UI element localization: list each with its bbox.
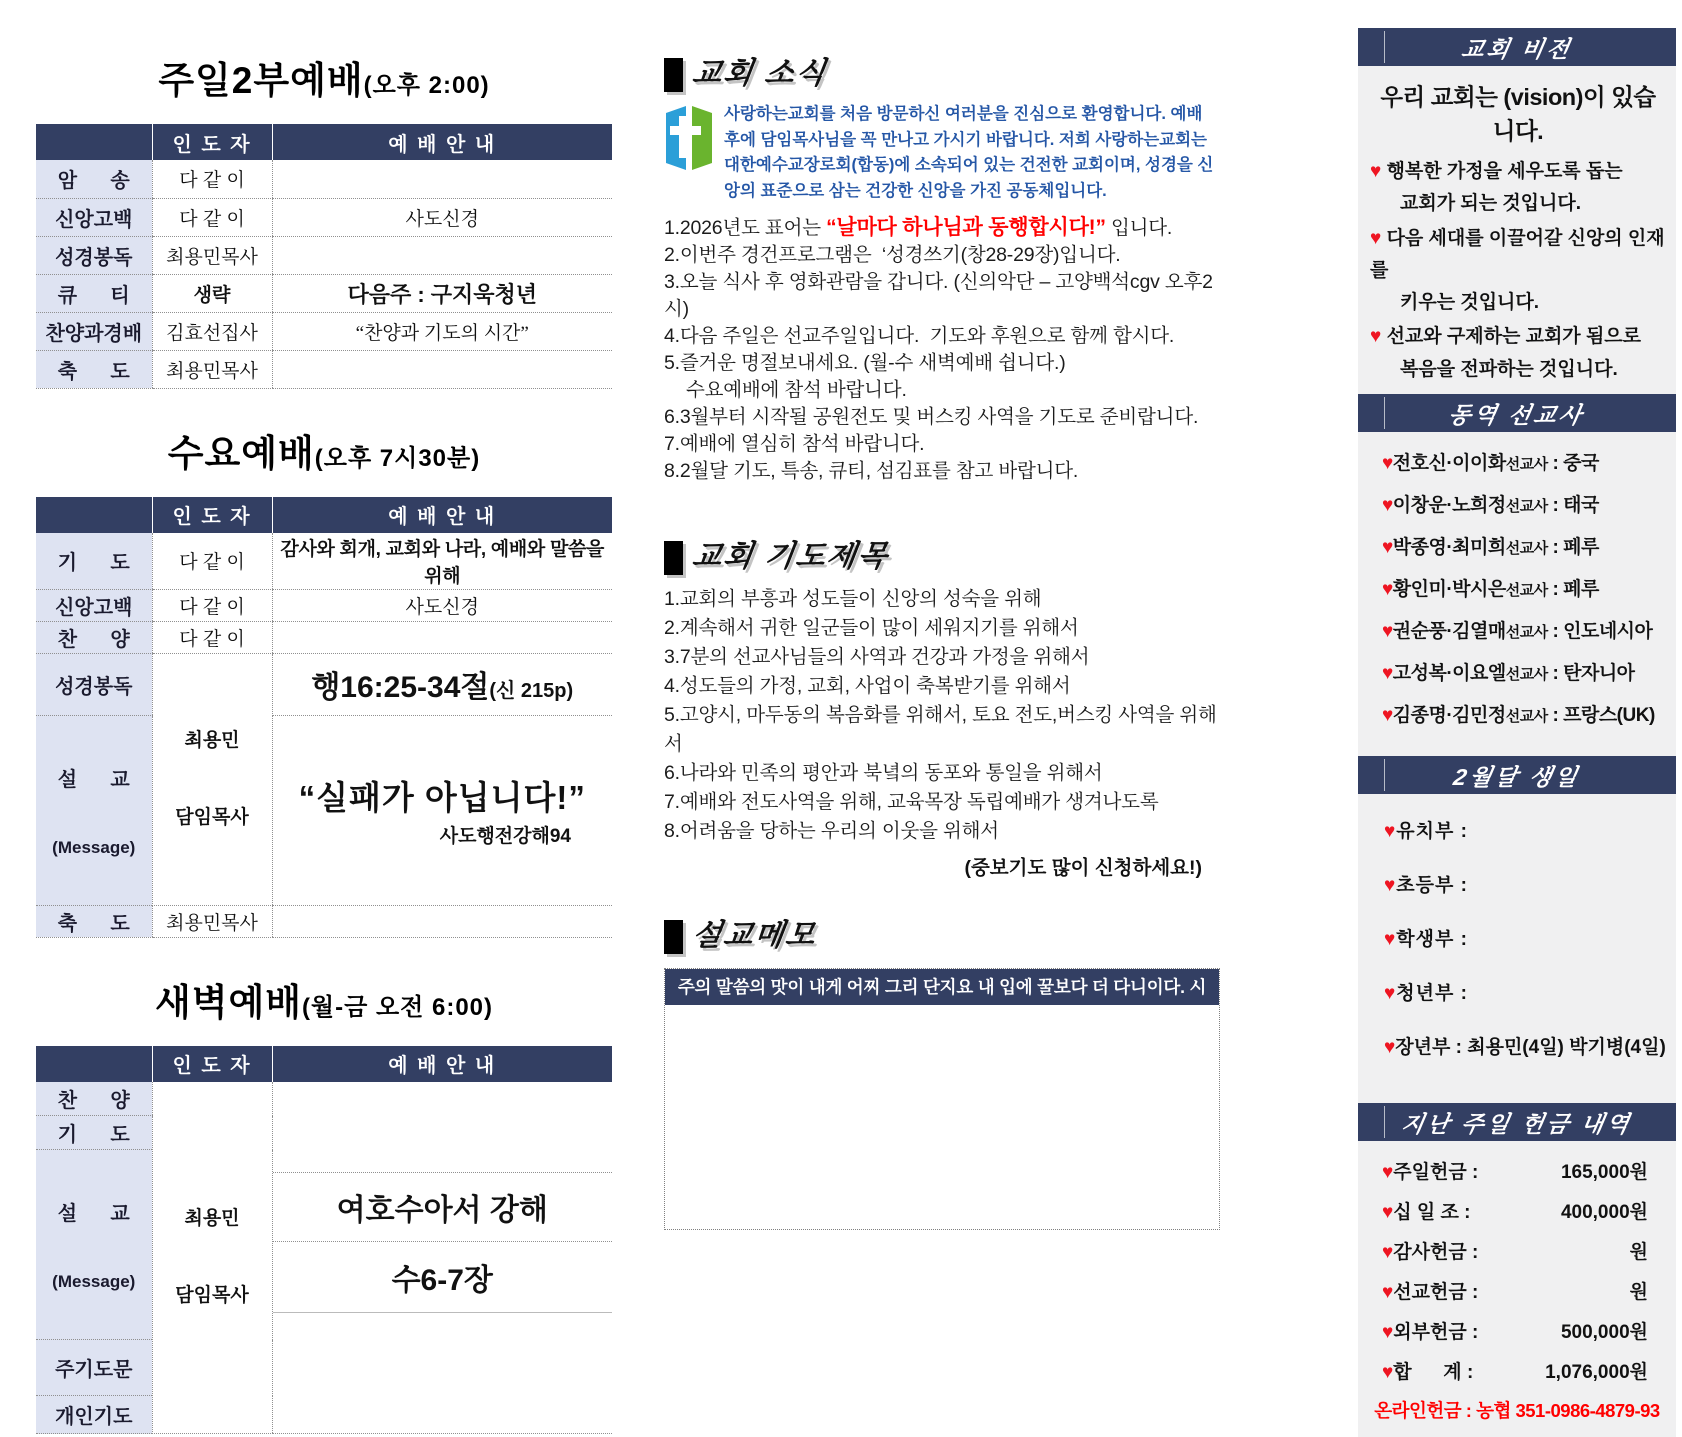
- offering-value: 500,000원: [1560, 1322, 1648, 1344]
- scripture-page: (신 215p): [489, 680, 574, 702]
- missionary-item: [1382, 574, 1670, 601]
- dawn-scripture: 수6-7장: [273, 1242, 613, 1313]
- dawn-sermon-series: 여호수아서 강해: [273, 1173, 613, 1242]
- missionary-suffix: 선교사: [1505, 456, 1548, 474]
- row-guide: 사도신경: [272, 198, 612, 236]
- offering-value: 원: [1629, 1242, 1648, 1264]
- section-block-icon: [664, 58, 683, 92]
- prayer-item: 1.교회의 부흥과 성도들이 신앙의 성숙을 위해: [664, 588, 1042, 611]
- missionary-item: [1382, 490, 1670, 517]
- table-row: [36, 160, 612, 198]
- row-leader: 생략: [152, 274, 272, 312]
- news-item: 8.2월달 기도, 특송, 큐티, 섬김표를 참고 바랍니다.: [664, 460, 1079, 483]
- prayer-note: (중보기도 많이 신청하세요!): [964, 857, 1202, 880]
- sermon-title: “실패가 아닙니다!”: [298, 779, 586, 816]
- table-row: [36, 1082, 612, 1116]
- news-item: 4.다음 주일은 선교주일입니다. 기도와 후원으로 함께 합시다.: [664, 325, 1175, 348]
- table-row: [36, 715, 612, 905]
- row-guide: 감사와 회개, 교회와 나라, 예배와 말씀을 위해: [272, 533, 612, 590]
- online-offering-info: 온라인헌금 : 농협 351-0986-4879-93: [1374, 1400, 1660, 1422]
- heart-icon: ♥: [1382, 1242, 1394, 1264]
- dawn-service-table: [36, 1046, 612, 1435]
- sermon-label-cell: [36, 1150, 152, 1340]
- guide-column-header: 예 배 안 내: [272, 124, 612, 160]
- row-label: 암 송: [36, 160, 152, 198]
- row-guide: [272, 350, 612, 388]
- table-row: [36, 236, 612, 274]
- heart-icon: ♥: [1382, 453, 1393, 475]
- guide-column-header: 예 배 안 내: [272, 1046, 612, 1082]
- row-label: 기 도: [36, 533, 152, 590]
- missionary-suffix: 선교사: [1505, 666, 1548, 684]
- news-item-continuation: 수요예배에 참석 바랍니다.: [686, 379, 907, 402]
- separator: :: [1547, 495, 1564, 517]
- heart-icon: ♥: [1382, 1162, 1394, 1184]
- worship-column: [36, 50, 612, 1434]
- leader-title: 담임목사: [175, 806, 249, 828]
- row-leader: 최용민목사: [152, 905, 272, 937]
- service-title-text: 새벽예배: [154, 981, 302, 1023]
- offering-row: [1382, 1357, 1648, 1384]
- missionary-names: 고성복·이요엘: [1392, 663, 1506, 685]
- prayer-item: 7.예배와 전도사역을 위해, 교육목장 독립예배가 생겨나도록: [664, 791, 1159, 814]
- birthday-label: 유치부 :: [1396, 821, 1468, 843]
- missionary-country: 태국: [1563, 495, 1599, 517]
- vision-item: [1370, 223, 1666, 320]
- prayer-item: 5.고양시, 마두동의 복음화를 위해서, 토요 전도,버스킹 사역을 위해서: [664, 704, 1217, 756]
- missionary-names: 전호신·이이화: [1392, 453, 1506, 475]
- missionary-country: 탄자니아: [1563, 663, 1635, 685]
- offering-value: 1,076,000원: [1545, 1362, 1648, 1384]
- empty-header-cell: [36, 497, 152, 533]
- missionary-suffix: 선교사: [1505, 624, 1548, 642]
- offering-value: 원: [1629, 1282, 1648, 1304]
- missionary-names: 이창운·노희정: [1392, 495, 1506, 517]
- prayer-item: 8.어려움을 당하는 우리의 이웃을 위해서: [664, 820, 999, 843]
- separator: :: [1547, 621, 1564, 643]
- row-label: 주기도문: [36, 1340, 152, 1396]
- news-item: 2.이번주 경건프로그램은 ‘성경쓰기(창28-29장)입니다.: [664, 244, 1121, 267]
- sermon-label-cell: [36, 715, 152, 905]
- offering-label: 감사헌금 :: [1393, 1242, 1479, 1264]
- row-guide: [272, 621, 612, 653]
- heart-icon: ♥: [1370, 161, 1382, 182]
- service-time-text: (오후 7시30분): [314, 444, 481, 472]
- birthday-item: [1384, 816, 1670, 843]
- heart-icon: ♥: [1382, 621, 1393, 643]
- separator: :: [1547, 663, 1564, 685]
- row-label: 축 도: [36, 905, 152, 937]
- missionary-item: [1382, 532, 1670, 559]
- church-door-cross-icon: [664, 106, 714, 177]
- separator: :: [1547, 537, 1564, 559]
- vision-body: [1358, 66, 1676, 394]
- heart-icon: ♥: [1384, 929, 1397, 951]
- missionary-item: [1382, 700, 1670, 727]
- news-item: [664, 214, 1220, 242]
- news-list: [664, 214, 1220, 485]
- row-label: 축 도: [36, 350, 152, 388]
- empty-header-cell: [36, 1046, 152, 1082]
- missionary-country: 페루: [1563, 579, 1599, 601]
- offering-label: 십 일 조 :: [1393, 1202, 1471, 1224]
- row-label: 찬 양: [36, 621, 152, 653]
- row-leader: 다 같 이: [152, 160, 272, 198]
- missionary-names: 황인미·박시은: [1392, 579, 1506, 601]
- row-label: 기 도: [36, 1116, 152, 1150]
- leader-column-header: 인 도 자: [152, 1046, 272, 1082]
- missionary-item: [1382, 658, 1670, 685]
- leader-title: 담임목사: [175, 1284, 249, 1306]
- missionary-names: 박종영·최미희: [1392, 537, 1506, 559]
- sermon-cell: [272, 715, 612, 905]
- offering-value: 165,000원: [1560, 1162, 1648, 1184]
- table-row: [36, 589, 612, 621]
- heart-icon: ♥: [1382, 579, 1393, 601]
- prayer-section: [664, 531, 1220, 880]
- offering-row: [1382, 1277, 1648, 1304]
- prayer-item: 4.성도들의 가정, 교회, 사업이 축복받기를 위해서: [664, 675, 1071, 698]
- prayer-item: 2.계속해서 귀한 일군들이 많이 세워지기를 위해서: [664, 617, 1079, 640]
- missionary-country: 인도네시아: [1563, 621, 1653, 643]
- row-label: 개인기도: [36, 1396, 152, 1434]
- missionary-suffix: 선교사: [1505, 540, 1548, 558]
- sunday-service-title: [36, 50, 612, 104]
- row-label: 성경봉독: [36, 236, 152, 274]
- prayer-heading: 교회 기도제목: [690, 540, 892, 574]
- row-leader: 다 같 이: [152, 589, 272, 621]
- row-label: 신앙고백: [36, 198, 152, 236]
- row-sublabel: (Message): [52, 1272, 136, 1291]
- missionary-suffix: 선교사: [1505, 708, 1548, 726]
- vision-item-line2: 복음을 전파하는 것입니다.: [1400, 358, 1618, 380]
- prayer-section-header: [664, 531, 1220, 575]
- birthday-label: 학생부 :: [1396, 929, 1468, 951]
- wednesday-service-table: [36, 497, 612, 938]
- vision-header: [1358, 28, 1676, 66]
- offering-row: [1382, 1197, 1648, 1224]
- offering-label: 외부헌금 :: [1393, 1322, 1479, 1344]
- row-guide: [272, 905, 612, 937]
- birthday-item: [1384, 978, 1670, 1005]
- empty-header-cell: [36, 124, 152, 160]
- heart-icon: ♥: [1384, 875, 1397, 897]
- sermon-memo-section: [664, 910, 1220, 1230]
- news-item: 6.3월부터 시작될 공원전도 및 버스킹 사역을 기도로 준비랍니다.: [664, 406, 1199, 429]
- missionaries-heading: 동역 선교사: [1446, 401, 1587, 428]
- news-item: 3.오늘 식사 후 영화관람을 갑니다. (신의악단 – 고양백석cgv 오후2시): [664, 271, 1213, 321]
- heart-icon: ♥: [1382, 705, 1393, 727]
- row-label: 큐 티: [36, 274, 152, 312]
- heart-icon: ♥: [1382, 1362, 1394, 1384]
- missionary-suffix: 선교사: [1505, 582, 1548, 600]
- service-time-text: (오후 2:00): [363, 72, 490, 99]
- row-label: 신앙고백: [36, 589, 152, 621]
- news-item-text: 1.2026년도 표어는: [664, 217, 827, 240]
- table-row: [36, 198, 612, 236]
- heart-icon: ♥: [1384, 983, 1397, 1005]
- row-label: 찬 양: [36, 1082, 152, 1116]
- merged-leader-cell: [152, 653, 272, 905]
- guide-column-header: 예 배 안 내: [272, 497, 612, 533]
- sermon-series: 사도행전강해94: [439, 826, 571, 847]
- vision-item-line2: 키우는 것입니다.: [1400, 292, 1540, 314]
- row-guide: [272, 160, 612, 198]
- service-title-text: 주일2부예배: [158, 60, 364, 101]
- missionary-names: 권순풍·김열매: [1392, 621, 1506, 643]
- table-row: [36, 621, 612, 653]
- section-block-icon: [664, 541, 683, 575]
- offerings-header: [1358, 1103, 1676, 1141]
- birthdays-header: [1358, 756, 1676, 794]
- scripture-reference: 행16:25-34절: [311, 671, 490, 704]
- birthday-label: 청년부 :: [1396, 983, 1468, 1005]
- birthdays-body: [1358, 794, 1676, 1103]
- offerings-body: [1358, 1141, 1676, 1384]
- row-leader: 김효선집사: [152, 312, 272, 350]
- heart-icon: ♥: [1384, 1037, 1396, 1059]
- birthday-item: [1384, 870, 1670, 897]
- news-section-header: [664, 48, 1220, 92]
- dawn-guide-empty: [273, 1132, 613, 1173]
- scripture-cell: [272, 653, 612, 715]
- leader-column-header: 인 도 자: [152, 124, 272, 160]
- birthday-value: 최용민(4일) 박기병(4일): [1467, 1037, 1666, 1059]
- offering-label: 합 계 :: [1393, 1362, 1474, 1384]
- row-guide: 다음주 : 구지욱청년: [272, 274, 612, 312]
- row-leader: 최용민목사: [152, 350, 272, 388]
- news-item-text: 입니다.: [1105, 217, 1173, 240]
- missionary-names: 김종명·김민정: [1392, 705, 1506, 727]
- row-guide: 사도신경: [272, 589, 612, 621]
- memo-verse: 주의 말씀의 맛이 내게 어찌 그리 단지요 내 입에 꿀보다 더 다니이다. 시119:103절: [665, 969, 1219, 1005]
- vision-item: [1370, 321, 1666, 386]
- row-guide: [272, 236, 612, 274]
- row-leader: 다 같 이: [152, 621, 272, 653]
- row-label: 찬양과경배: [36, 312, 152, 350]
- table-row: [36, 274, 612, 312]
- table-row: [36, 653, 612, 715]
- birthday-label: 초등부 :: [1396, 875, 1468, 897]
- section-block-icon: [664, 920, 683, 954]
- vision-item-line1: 다음 세대를 이끌어갈 신앙의 인재를: [1370, 227, 1665, 281]
- table-row: [36, 350, 612, 388]
- row-label: 설 교: [57, 768, 130, 791]
- heart-icon: ♥: [1382, 663, 1393, 685]
- separator: :: [1547, 705, 1564, 727]
- missionaries-body: [1358, 432, 1676, 752]
- birthday-item: [1384, 924, 1670, 951]
- heart-icon: ♥: [1382, 495, 1393, 517]
- table-row: [36, 905, 612, 937]
- missionary-country: 프랑스(UK): [1563, 705, 1655, 727]
- heart-icon: ♥: [1370, 227, 1382, 249]
- news-item-highlight: “날마다 하나님과 동행합시다!”: [826, 216, 1106, 240]
- memo-section-header: [664, 910, 1220, 954]
- missionary-suffix: 선교사: [1505, 498, 1548, 516]
- heart-icon: ♥: [1382, 1282, 1394, 1304]
- table-row: [36, 312, 612, 350]
- leader-name: 최용민: [184, 1207, 240, 1229]
- row-leader: 최용민목사: [152, 236, 272, 274]
- separator: :: [1547, 579, 1564, 601]
- row-leader: 다 같 이: [152, 533, 272, 590]
- missionary-country: 중국: [1563, 453, 1599, 475]
- row-leader: 다 같 이: [152, 198, 272, 236]
- offering-label: 주일헌금 :: [1393, 1162, 1479, 1184]
- row-guide: “찬양과 기도의 시간”: [272, 312, 612, 350]
- vision-item-line1: 선교와 구제하는 교회가 됨으로: [1386, 326, 1642, 348]
- birthday-item: [1384, 1032, 1670, 1059]
- separator: :: [1547, 453, 1564, 475]
- memo-heading: 설교메모: [690, 919, 819, 953]
- offering-row: [1382, 1317, 1648, 1344]
- info-panel: [1358, 28, 1676, 1437]
- offering-label: 선교헌금 :: [1393, 1282, 1479, 1304]
- sermon-memo-box: [664, 968, 1220, 1230]
- announcements-column: [664, 48, 1220, 1230]
- news-item: 5.즐거운 명절보내세요. (월-수 새벽예배 쉽니다.): [664, 352, 1066, 375]
- sunday-service-table: [36, 124, 612, 389]
- vision-item-line2: 교회가 되는 것입니다.: [1400, 193, 1582, 215]
- heart-icon: ♥: [1382, 1202, 1394, 1224]
- prayer-item: 6.나라와 민족의 평안과 북녘의 동포와 통일을 위해서: [664, 762, 1103, 785]
- offering-row: [1382, 1237, 1648, 1264]
- news-heading: 교회 소식: [690, 57, 830, 90]
- heart-icon: ♥: [1384, 821, 1397, 843]
- merged-leader-cell: [152, 1082, 272, 1434]
- dawn-service-title: [36, 972, 612, 1026]
- heart-icon: ♥: [1382, 1322, 1394, 1344]
- dawn-guide-empty: [273, 1313, 613, 1382]
- dawn-guide-cell: [272, 1082, 612, 1434]
- welcome-intro: [664, 102, 1220, 204]
- birthday-label: 장년부 :: [1395, 1037, 1462, 1059]
- missionary-item: [1382, 616, 1670, 643]
- row-label: 성경봉독: [36, 653, 152, 715]
- wednesday-service-title: [36, 423, 612, 477]
- table-row: [36, 533, 612, 590]
- offering-row: [1382, 1157, 1648, 1184]
- missionaries-header: [1358, 394, 1676, 432]
- row-label: 설 교: [57, 1203, 130, 1225]
- vision-item-line1: 행복한 가정을 세우도록 돕는: [1386, 161, 1623, 182]
- prayer-item: 3.7분의 선교사님들의 사역과 건강과 가정을 위해서: [664, 646, 1090, 669]
- heart-icon: ♥: [1382, 537, 1393, 559]
- vision-item: [1370, 156, 1666, 221]
- news-item: 7.예배에 열심히 참석 바랍니다.: [664, 433, 925, 456]
- welcome-text: 사랑하는교회를 처음 방문하신 여러분을 진심으로 환영합니다. 예배 후에 담임목사님을 꼭 만나고 가시기 바랍니다. 저희 사랑하는교회는 대한예수교장로회(합동)에 소속되어 있는 건전한 교회이며, 성경을 신앙의 표준으로 삼는 건강한 신앙을 가진 공동체입니다.: [724, 105, 1214, 200]
- vision-intro: 우리 교회는 (vision)이 있습니다.: [1380, 84, 1656, 144]
- service-title-text: 수요예배: [167, 432, 315, 474]
- birthdays-heading: 2월달 생일: [1451, 763, 1583, 790]
- offerings-heading: 지난 주일 헌금 내역: [1399, 1110, 1634, 1137]
- row-sublabel: (Message): [52, 837, 136, 857]
- missionary-country: 페루: [1563, 537, 1599, 559]
- heart-icon: ♥: [1370, 326, 1382, 348]
- offering-value: 400,000원: [1560, 1202, 1648, 1224]
- leader-name: 최용민: [184, 729, 240, 751]
- leader-column-header: 인 도 자: [152, 497, 272, 533]
- service-time-text: (월-금 오전 6:00): [301, 993, 494, 1021]
- missionary-item: [1382, 448, 1670, 475]
- vision-heading: 교회 비전: [1459, 35, 1575, 62]
